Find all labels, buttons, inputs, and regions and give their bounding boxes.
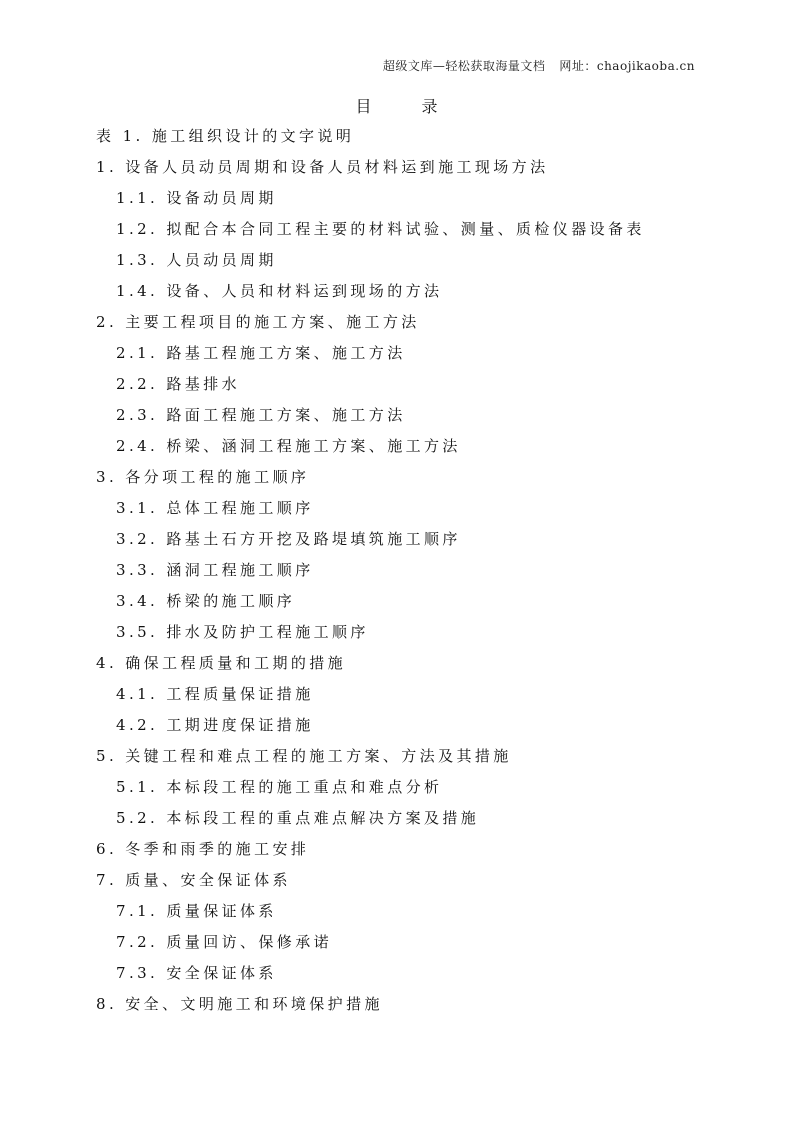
toc-title: 目录 [355,97,488,116]
toc-section-entry[interactable]: 6. 冬季和雨季的施工安排 [96,840,310,858]
toc-subsection-entry[interactable]: 3.4. 桥梁的施工顺序 [116,592,296,610]
toc-subsection-entry[interactable]: 4.1. 工程质量保证措施 [116,685,314,703]
toc-subsection-entry[interactable]: 5.1. 本标段工程的施工重点和难点分析 [116,778,443,796]
toc-subsection-entry[interactable]: 2.2. 路基排水 [116,375,240,393]
toc-subsection-entry[interactable]: 7.2. 质量回访、保修承诺 [116,933,332,951]
page-header [383,57,695,74]
toc-subsection-entry[interactable]: 2.4. 桥梁、涵洞工程施工方案、施工方法 [116,437,461,455]
toc-subsection-entry[interactable]: 1.2. 拟配合本合同工程主要的材料试验、测量、质检仪器设备表 [116,220,645,238]
toc-subsection-entry[interactable]: 1.3. 人员动员周期 [116,251,277,269]
toc-subsection-entry[interactable]: 1.1. 设备动员周期 [116,189,277,207]
toc-subsection-entry[interactable]: 3.1. 总体工程施工顺序 [116,499,314,517]
toc-subsection-entry[interactable]: 3.5. 排水及防护工程施工顺序 [116,623,369,641]
toc-section-entry[interactable]: 7. 质量、安全保证体系 [96,871,291,889]
toc-subsection-entry[interactable]: 4.2. 工期进度保证措施 [116,716,314,734]
toc-subsection-entry[interactable]: 5.2. 本标段工程的重点难点解决方案及措施 [116,809,480,827]
toc-section-entry[interactable]: 4. 确保工程质量和工期的措施 [96,654,347,672]
toc-section-entry[interactable]: 5. 关键工程和难点工程的施工方案、方法及其措施 [96,747,512,765]
header-site-text: 超级文库—轻松获取海量文档 [382,59,546,73]
toc-section-entry[interactable]: 3. 各分项工程的施工顺序 [96,468,310,486]
toc-subsection-entry[interactable]: 1.4. 设备、人员和材料运到现场的方法 [116,282,443,300]
table-of-contents [96,125,716,1024]
toc-section-entry[interactable]: 1. 设备人员动员周期和设备人员材料运到施工现场方法 [96,158,549,176]
toc-subsection-entry[interactable]: 2.3. 路面工程施工方案、施工方法 [116,406,406,424]
toc-subsection-entry[interactable]: 7.3. 安全保证体系 [116,964,277,982]
toc-subsection-entry[interactable]: 7.1. 质量保证体系 [116,902,277,920]
toc-subsection-entry[interactable]: 3.2. 路基土石方开挖及路堤填筑施工顺序 [116,530,461,548]
header-url-text: 网址：chaojikaoba.cn [559,59,695,73]
toc-subsection-entry[interactable]: 3.3. 涵洞工程施工顺序 [116,561,314,579]
toc-section-entry[interactable]: 8. 安全、文明施工和环境保护措施 [96,995,383,1013]
toc-subsection-entry[interactable]: 2.1. 路基工程施工方案、施工方法 [116,344,406,362]
toc-section-entry[interactable]: 表 1. 施工组织设计的文字说明 [96,127,355,145]
toc-section-entry[interactable]: 2. 主要工程项目的施工方案、施工方法 [96,313,420,331]
